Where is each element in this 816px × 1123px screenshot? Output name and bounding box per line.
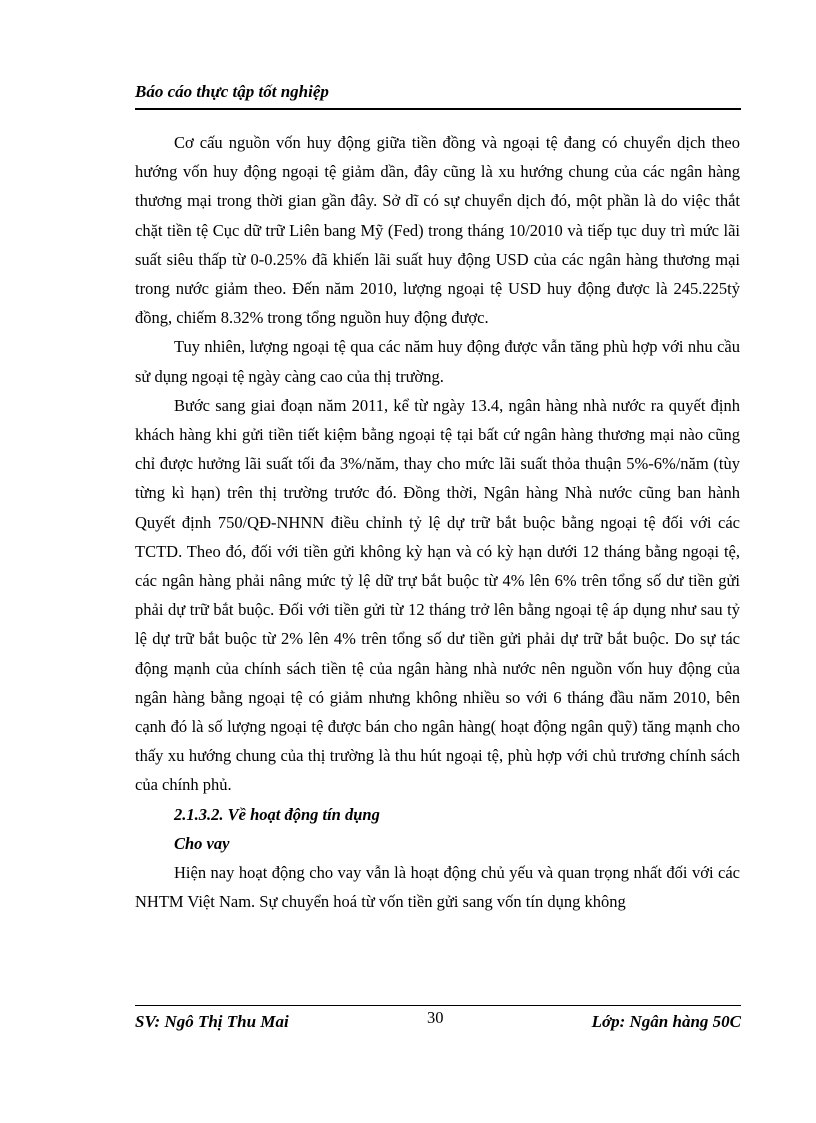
page-header — [135, 80, 741, 110]
page-footer — [135, 1008, 741, 1036]
paragraph-funding-structure: Cơ cấu nguồn vốn huy động giữa tiền đồng và ngoại tệ đang có chuyển dịch theo hướng vốn huy động ngoại tệ giảm dần, đây cũng là xu hướng chung của các ngân hàng thương mại trong thời gian gần đây. Sở dĩ có sự chuyển dịch đó, một phần là do việc thắt chặt tiền tệ Cục dữ trữ Liên bang Mỹ (Fed) trong tháng 10/2010 và tiếp tục duy trì mức lãi suất siêu thấp từ 0-0.25% đã khiến lãi suất huy động USD của các ngân hàng thương mại trong nước giảm theo. Đến năm 2010, lượng ngoại tệ USD huy động được là 245.225tỷ đồng, chiếm 8.32% trong tổng nguồn huy động được. — [135, 133, 740, 328]
footer-class-name: Lớp: Ngân hàng 50C — [591, 1012, 741, 1031]
page-number: 30 — [427, 1008, 444, 1027]
paragraph-lending: Hiện nay hoạt động cho vay vẫn là hoạt động chủ yếu và quan trọng nhất đối với các NHTM Việt Nam. Sự chuyển hoá từ vốn tiền gửi sang vốn tín dụng không — [135, 863, 740, 912]
paragraph-foreign-currency-growth: Tuy nhiên, lượng ngoại tệ qua các năm huy động được vẫn tăng phù hợp với nhu cầu sử dụng ngoại tệ ngày càng cao của thị trường. — [135, 337, 740, 386]
header-title: Báo cáo thực tập tốt nghiệp — [135, 82, 329, 101]
section-heading: 2.1.3.2. Về hoạt động tín dụng — [174, 804, 380, 824]
footer-divider — [135, 1005, 741, 1006]
document-body — [135, 128, 740, 916]
paragraph-2011-regulation: Bước sang giai đoạn năm 2011, kể từ ngày 13.4, ngân hàng nhà nước ra quyết định khách hàng khi gửi tiền tiết kiệm bằng ngoại tệ tại bất cứ ngân hàng thương mại nào cũng chỉ được hưởng lãi suất tối đa 3%/năm, thay cho mức lãi suất thỏa thuận 5%-6%/năm (tùy từng kì hạn) trên thị trường trước đó. Đồng thời, Ngân hàng Nhà nước cũng ban hành Quyết định 750/QĐ-NHNN điều chỉnh tỷ lệ dự trữ bắt buộc bằng ngoại tệ đối với các TCTD. Theo đó, đối với tiền gửi không kỳ hạn và có kỳ hạn dưới 12 tháng bằng ngoại tệ, các ngân hàng phải nâng mức tỷ lệ dữ trự bắt buộc từ 4% lên 6% trên tổng số dư tiền gửi phải dự trữ bắt buộc. Đối với tiền gửi từ 12 tháng trở lên bằng ngoại tệ áp dụng như sau tỷ lệ dự trữ bắt buộc từ 2% lên 4% trên tổng số dư tiền gửi phải dự trữ bắt buộc. Do sự tác động mạnh của chính sách tiền tệ của ngân hàng nhà nước nên nguồn vốn huy động của ngân hàng bằng ngoại tệ có giảm nhưng không nhiều so với 6 tháng đầu năm 2010, bên cạnh đó là số lượng ngoại tệ được bán cho ngân hàng( hoạt động ngân quỹ) tăng mạnh cho thấy xu hướng chung của thị trường là thu hút ngoại tệ, phù hợp với chủ trương chính sách của chính phủ. — [135, 395, 740, 795]
footer-student-name: SV: Ngô Thị Thu Mai — [135, 1012, 289, 1031]
subheading: Cho vay — [174, 833, 230, 853]
